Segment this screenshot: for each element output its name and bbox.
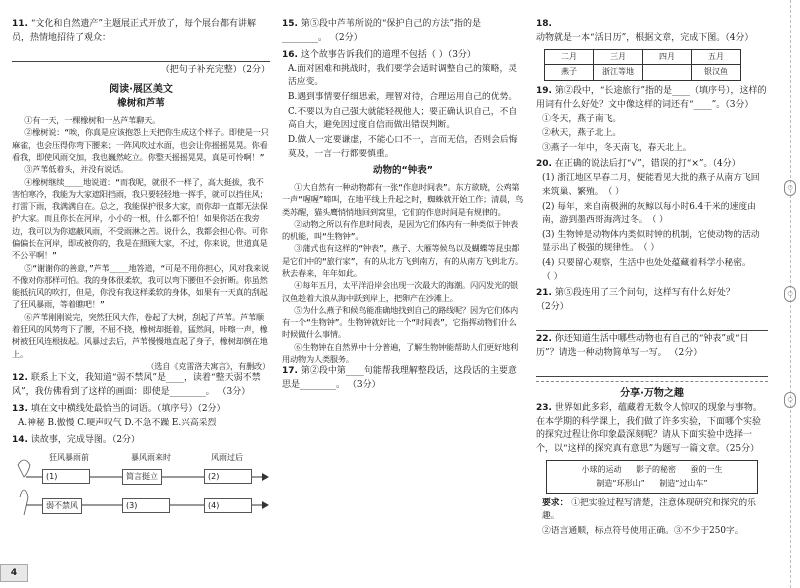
choice-option[interactable]: ②秋天，燕子北上。 [542, 128, 622, 139]
story-flow-diagram [12, 451, 270, 523]
choice-option[interactable]: ①冬天，燕子南飞。 [542, 113, 622, 124]
article-paragraph: ④每年五月，太平洋沿岸会出现一次最大的海潮。闪闪发光的银汉鱼趁着大浪从海中跃到岸上，把卵产在沙滩上。 [282, 280, 518, 303]
calendar-answer-cell[interactable]: 银汉鱼 [692, 65, 741, 80]
story-paragraph: ⑤“谢谢你的善意，”芦苇____地答道，“可是不用你担心，风对我来说不像对你那样可怕。我的身体很柔软，我可以弯下腰但不会折断。你虽然能抵抗风的吹打，但是，你没有我这样柔软的身体，如果有一天真的刮起了狂风暴雨，等着瞧吧！” [12, 262, 269, 310]
answer-paren[interactable]: （ ） [638, 243, 660, 254]
question-16 [282, 49, 524, 161]
blank-marker: (1) [46, 471, 58, 481]
question-text: 第⑤段连用了三个问句，这样写有什么好处？ [554, 288, 735, 299]
answer-line[interactable] [536, 364, 768, 377]
question-number: 18. [536, 19, 552, 29]
question-12 [12, 372, 270, 400]
diagram-filled-box: 弱不禁风 [42, 498, 82, 514]
article-paragraph: ①大自然有一种动物都有一张“作息时间表”。东方欲晓，公鸡第一声“喔喔”啼叫，在地平线上升起之时，蜘蛛就开始工作；清晨，鸟类苏醒，猫头鹰悄悄地回到窝里，它们的作息时间是有规律的。 [282, 181, 524, 217]
question-15 [282, 18, 524, 46]
month-cell: 二月 [545, 49, 594, 64]
judgement-text: (4) 只要留心观察，生活中也处处蕴藏着科学小秘密。 [542, 258, 751, 269]
question-number: 12. [12, 373, 28, 384]
story-paragraph: ⑥芦苇刚刚说完，突然狂风大作，卷起了大树，刮起了芦苇。芦苇顺着狂风的风势弯下了腰，不屈不挠，橡树却挺着，猛然间，咔嚓一声，橡树被狂风连根拔起。风暴过去后，芦苇慢慢地直起了身子，橡树却倒在地上。 [12, 311, 268, 359]
judgement-item [536, 201, 768, 228]
column-middle [282, 18, 524, 396]
page-number: 4 [0, 564, 28, 582]
question-11 [12, 18, 270, 46]
question-20 [536, 158, 768, 284]
question-text: 第⑤段中芦苇所说的“保护自己的方法”指的是________。 [282, 19, 482, 43]
judgement-text: (3) 生物钟是动物体内类似时钟的机制，它使动物的活动显示出了极强的规律性。 [542, 229, 760, 254]
question-text: 动物就是一本“活日历”，根据文章，完成下图。（4分） [536, 32, 754, 43]
question-text: 世界如此多彩，蕴藏着无数令人惊叹的现象与事物。在本学期的科学课上，我们做了许多实验，下面哪个实验的探究过程让你印象最深刻呢？请从下面实验中选择一个，以“这样的探究真有意思”为题写一篇文章。（25分） [536, 402, 762, 455]
month-cell: 五月 [692, 49, 741, 64]
question-number: 23. [536, 402, 552, 413]
diagram-blank-2[interactable] [204, 469, 252, 484]
month-cell: 四月 [643, 49, 692, 64]
question-18 [536, 18, 768, 46]
question-text: 第②段中第____句能帮我理解整段话，这段话的主要意思是________。 [282, 366, 517, 391]
score-note: （3分） [217, 387, 251, 398]
score-note: （把句子补充完整）（2分） [160, 64, 270, 75]
answer-line[interactable] [12, 49, 270, 62]
question-text: 联系上下文，我知道“弱不禁风”是____，读着“整天弱不禁风”，我仿佛看到了这样的画面：即使是________。 [12, 373, 261, 398]
story-paragraph: ②橡树说：“唉，你真是应该抱怨上天把你生成这个样子。即使是一只麻雀，也会压得你弯下腰来；一阵风吹过水面，也会让你摇摇晃晃。你看看我，即使风雨交加，我也巍然屹立。你整天摇摇晃晃，真是可怜啊！” [12, 127, 269, 162]
question-21 [536, 287, 768, 315]
question-13 [12, 403, 270, 431]
requirement-text: ②语言通顺，标点符号使用正确。③不少于250字。 [542, 525, 744, 536]
story-source: （选自《克雷洛夫寓言》，有删改） [146, 360, 270, 371]
topic-option[interactable]: 制造“过山车” [659, 478, 708, 488]
topic-option[interactable]: 蚕的一生 [690, 465, 723, 475]
question-text: “文化和自然遗产”主题展正式开放了，每个展台都有讲解员，热情地招待了观众： [12, 19, 257, 43]
calendar-answer-cell[interactable] [643, 65, 692, 80]
column-right [536, 18, 768, 539]
choice-option[interactable]: D.做人一定要谦虚，不能心口不一，言而无信，否则会后悔莫及，一言一行都要慎重。 [288, 134, 518, 159]
article-paragraph: ⑤为什么燕子和候鸟能准确地找到自己的路线呢？因为它们体内有一个“生物钟”。生物钟就好比一个“时间表”，它指挥动物们什么时候做什么事情。 [282, 304, 518, 340]
requirements-label: 要求： [542, 497, 569, 508]
judgement-text: (1) 浙江地区早春二月，便能看见大批的燕子从南方飞回来筑巢、繁殖。 [542, 173, 760, 197]
question-number: 21. [536, 288, 552, 299]
month-cell: 三月 [594, 49, 643, 64]
calendar-answer-cell[interactable]: 浙江等地 [594, 65, 643, 80]
article-paragraph: ③蒲式也有这样的“钟表”，燕子、大雁等候鸟以及蝴蝶等昆虫都是它们中的“旅行家”，有的从北方飞到南方，有的从南方飞到北方。秋去春来，年年如此。 [282, 243, 524, 278]
story-paragraph: ③芦苇低着头，并没有说话。 [24, 164, 129, 175]
choice-option[interactable]: B.遇到事情要仔细思索，理智对待，合理运用自己的优势。 [288, 92, 518, 103]
question-text: 你还知道生活中哪些动物也有自己的“钟表”或“日历”？请选一种动物简单写一写。 [536, 334, 749, 359]
diagram-stage-label: 狂风暴雨前 [46, 451, 92, 465]
story-paragraph: ④橡树继续____地说道：“而我呢，就很不一样了，高大挺拔，我不害怕寒冷，我能为大家遮阳挡雨，我只要轻轻地一挥手，就可以挡住风；打雷下雨，我满满自在。总之，我能保护很多大家，而你却一直都无法保护大家。而且你长在河岸，小小的一根，什么都不怕！如果你活在我旁边，我可以为你遮蔽风雨，不受雨淋之苦。说什么，我都会担心你。可你偏偏长在河岸，即或被你的，我是在照顾大家，不过，你来说，世道真是不公平啊！” [12, 176, 268, 261]
diagram-stage-label: 风雨过后 [208, 451, 246, 465]
article-paragraph: ②动物之所以有作息时间表，是因为它们体内有一种类似于钟表的机能，叫“生物钟”。 [282, 218, 518, 242]
story-paragraph: ①有一天，一棵橡树和一丛芦苇聊天。 [24, 115, 161, 126]
blank-marker: (4) [208, 500, 220, 510]
judgement-item [536, 257, 768, 284]
score-note: （2分） [329, 32, 363, 43]
diagram-stage-label: 暴风雨来时 [128, 451, 174, 465]
calendar-answer-cell[interactable]: 燕子 [545, 65, 594, 80]
choice-option[interactable]: ③燕子一年中，冬天南飞，春天北上。 [542, 142, 692, 153]
question-text: 填在文中横线处最恰当的词语。（填序号）（2分） [30, 404, 226, 415]
score-note: （3分） [347, 380, 381, 391]
requirements [536, 497, 768, 524]
judgement-item [536, 172, 768, 199]
section-heading: 分享·万物之趣 [620, 388, 684, 400]
topic-option[interactable]: 影子的秘密 [636, 465, 676, 475]
question-number: 17. [282, 366, 298, 377]
diagram-filled-box: 简言挺立 [122, 469, 162, 485]
question-number: 20. [536, 159, 552, 170]
diagram-blank-3[interactable] [122, 498, 170, 513]
topic-option[interactable]: 小球的运动 [581, 465, 622, 475]
score-note: （2分） [669, 348, 703, 359]
question-22 [536, 333, 768, 361]
diagram-blank-1[interactable] [42, 469, 90, 484]
diagram-blank-4[interactable] [204, 498, 252, 513]
question-number: 16. [282, 49, 298, 60]
binding-hole-marker: ○ [784, 392, 796, 408]
story-title: 橡树和芦苇 [117, 98, 165, 110]
binding-hole-marker: ○ [784, 286, 796, 302]
binding-hole-marker: ○ [784, 180, 796, 196]
answer-line[interactable] [536, 318, 768, 331]
section-heading: 阅读·展区美文 [109, 83, 173, 95]
question-number: 13. [12, 404, 28, 415]
score-note: （2分） [536, 302, 569, 313]
choice-option[interactable]: A.面对困难和挑战时，我们要学会适时调整自己的策略，灵活应变。 [288, 63, 518, 88]
question-14 [12, 434, 270, 448]
divider [536, 381, 768, 382]
topic-box [546, 460, 758, 493]
question-text: 读故事，完成导图。（2分） [30, 434, 141, 445]
article-title: 动物的“钟表” [373, 165, 433, 177]
article-paragraph: ⑥生物钟在自然界中十分普遍，了解生物钟能帮助人们更好地利用动物为人类服务。 [282, 341, 518, 365]
choice-options: A.神秘 B.傲慢 C.哽声叹气 D.不急不躁 E.兴高采烈 [18, 418, 217, 429]
blank-marker: (2) [208, 471, 220, 481]
topic-option[interactable]: 制造“环形山” [596, 478, 645, 488]
question-23 [536, 402, 768, 458]
column-left [12, 18, 270, 525]
judgement-item [536, 229, 768, 256]
question-19 [536, 85, 768, 156]
question-number: 19. [536, 85, 552, 96]
question-number: 11. [12, 19, 28, 29]
question-text: 在正确的说法后打“√”，错误的打“×”。（4分） [554, 159, 741, 170]
answer-paren[interactable]: （ ） [542, 271, 563, 282]
question-text: 这个故事告诉我们的道理不包括（ ）（3分） [300, 49, 476, 60]
question-text: 第②段中，“长途旅行”指的是____（填序号），这样的用词有什么好处？文中像这样的词还有“____”。（3分） [536, 85, 767, 110]
answer-paren[interactable]: （ ） [603, 186, 624, 197]
requirement-text: ①把实验过程写清楚，注意体现研究和探究的乐趣。 [542, 497, 756, 522]
blank-marker: (3) [126, 500, 138, 510]
choice-option[interactable]: C.不要以为自己强大就能轻视他人；要正确认识自己，不自高自大，避免因过度自信而做出错误判断。 [288, 106, 518, 131]
question-number: 14. [12, 434, 28, 445]
answer-paren[interactable]: （ ） [647, 215, 668, 226]
calendar-table [544, 49, 741, 81]
question-number: 15. [282, 19, 298, 29]
question-number: 22. [536, 334, 552, 345]
judgement-text: (2) 每年，来自南极洲的灰鲸以每小时6.4千米的速度由南，游到墨西哥海湾过冬。 [542, 201, 756, 226]
question-17 [282, 365, 524, 393]
